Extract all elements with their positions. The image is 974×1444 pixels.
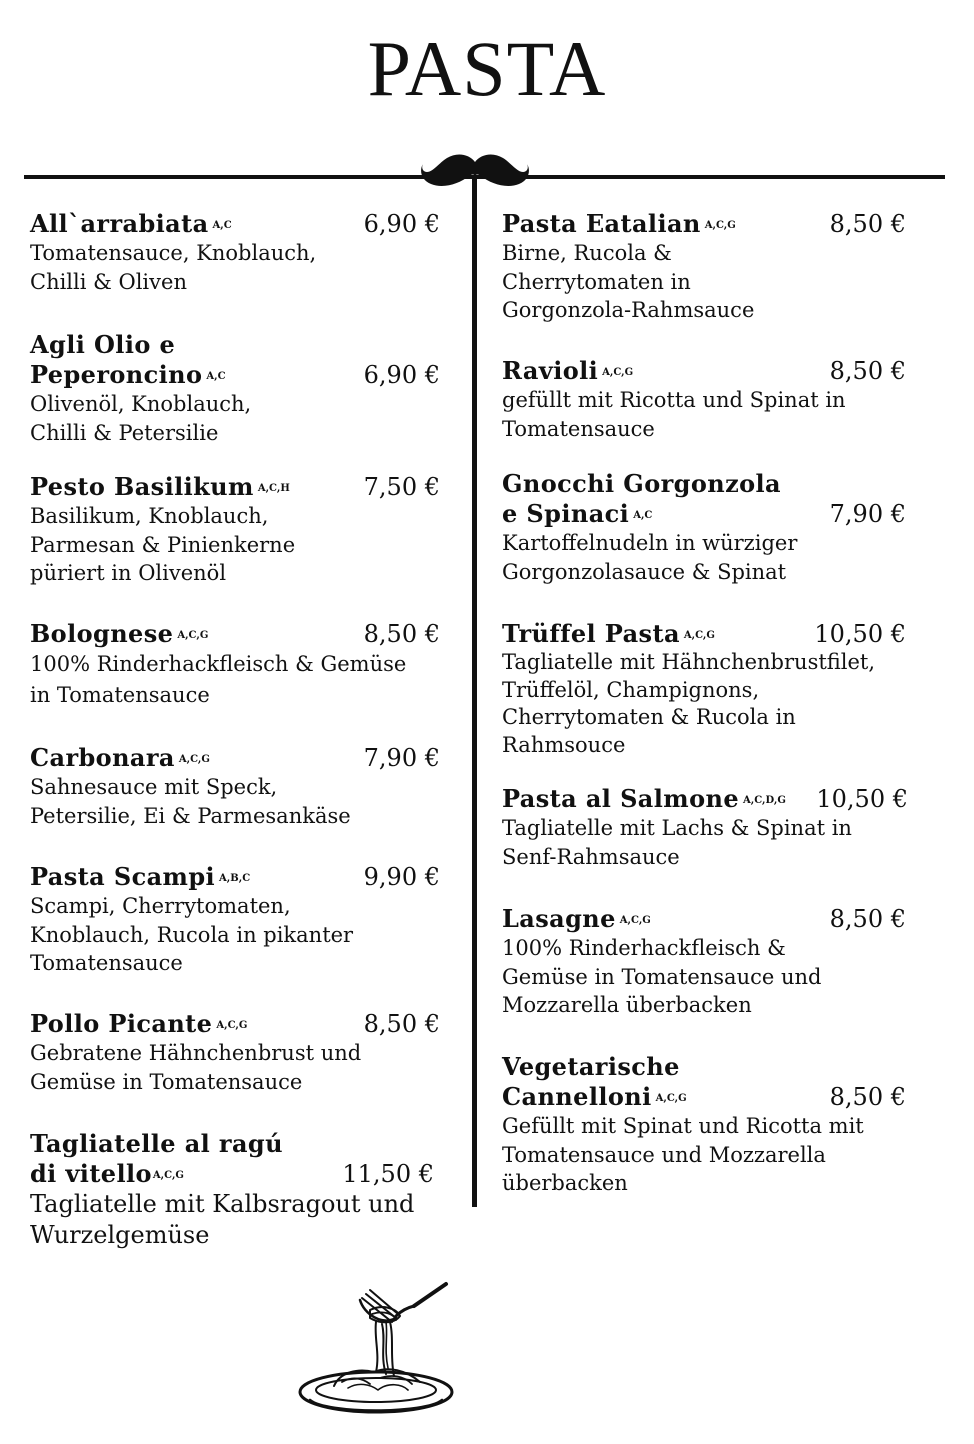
dish-name: Cannelloni $^{A,C,G}$ [502, 1082, 687, 1111]
dish-price: 10,50 € [814, 620, 906, 648]
menu-item [30, 330, 440, 447]
allergen-codes: A,C,G [152, 1170, 184, 1181]
dish-price: 10,50 € [816, 785, 908, 813]
allergen-codes: A,C [633, 510, 653, 521]
allergen-codes: A,C,G [177, 630, 209, 641]
dish-description: Olivenöl, Knoblauch, Chilli & Petersilie [30, 392, 252, 445]
dish-description: Gebratene Hähnchenbrust und Gemüse in Tomatensauce [30, 1041, 362, 1094]
menu-item [502, 356, 912, 443]
dish-price: 8,50 € [829, 357, 906, 385]
allergen-codes: A,C,G [683, 630, 715, 641]
dish-description: Gefüllt mit Spinat und Ricotta mit Tomatensauce und Mozzarella überbacken [502, 1114, 864, 1195]
menu-item [30, 1009, 440, 1096]
dish-description: Scampi, Cherrytomaten, Knoblauch, Rucola in pikanter Tomatensauce [30, 894, 354, 975]
dish-price: 8,50 € [829, 210, 906, 238]
dish-description: Tomatensauce, Knoblauch, Chilli & Oliven [30, 241, 317, 294]
allergen-codes: A,C,G [704, 220, 736, 231]
dish-description: Tagliatelle mit Hähnchenbrustfilet, Trüffelöl, Champignons, Cherrytomaten & Rucola in Rahmsouce [502, 650, 876, 757]
dish-price: 8,50 € [363, 620, 440, 648]
dish-name: Pasta Eatalian $^{A,C,G}$ [502, 209, 736, 238]
dish-price: 7,50 € [363, 473, 440, 501]
allergen-codes: A,B,C [219, 873, 251, 884]
dish-name: Pasta Scampi $^{A,B,C}$ [30, 862, 251, 891]
dish-name: Carbonara $^{A,C,G}$ [30, 743, 210, 772]
menu-item [30, 619, 440, 711]
dish-price: 8,50 € [829, 1083, 906, 1111]
pasta-plate-icon [296, 1278, 456, 1420]
allergen-codes: A,C,G [216, 1020, 248, 1031]
allergen-codes: A,C,H [257, 483, 290, 494]
menu-item [30, 862, 440, 978]
dish-name: Gnocchi Gorgonzola [502, 469, 781, 498]
menu-item [30, 743, 440, 830]
dish-name: Peperoncino $^{A,C}$ [30, 360, 226, 389]
dish-name: Trüffel Pasta $^{A,C,G}$ [502, 619, 715, 648]
dish-description: gefüllt mit Ricotta und Spinat in Tomatensauce [502, 388, 846, 441]
menu-item [502, 619, 912, 759]
dish-price: 11,50 € [342, 1160, 434, 1188]
dish-price: 6,90 € [363, 361, 440, 389]
column-divider [472, 179, 477, 1207]
dish-price: 8,50 € [363, 1010, 440, 1038]
menu-item [502, 784, 912, 871]
dish-name: Ravioli $^{A,C,G}$ [502, 356, 634, 385]
page-title: PASTA [367, 25, 607, 112]
dish-description: Sahnesauce mit Speck, Petersilie, Ei & Parmesankäse [30, 775, 351, 828]
dish-price: 6,90 € [363, 210, 440, 238]
dish-price: 9,90 € [363, 863, 440, 891]
dish-name: Pasta al Salmone $^{A,C,D,G}$ [502, 784, 786, 813]
dish-price: 8,50 € [829, 905, 906, 933]
dish-name: Agli Olio e [30, 330, 176, 359]
dish-price: 7,90 € [363, 744, 440, 772]
menu-item [30, 209, 440, 296]
dish-name: Tagliatelle al ragú [30, 1129, 283, 1158]
dish-name: Lasagne $^{A,C,G}$ [502, 904, 651, 933]
allergen-codes: A,C,G [655, 1093, 687, 1104]
dish-name: All`arrabiata $^{A,C}$ [30, 209, 232, 238]
dish-description: Kartoffelnudeln in würziger Gorgonzolasauce & Spinat [502, 531, 798, 584]
allergen-codes: A,C [212, 220, 232, 231]
dish-price: 7,90 € [829, 500, 906, 528]
dish-name: Pollo Picante $^{A,C,G}$ [30, 1009, 248, 1038]
allergen-codes: A,C,D,G [743, 795, 786, 806]
allergen-codes: A,C,G [619, 915, 651, 926]
menu-item [502, 209, 912, 325]
allergen-codes: A,C,G [602, 367, 634, 378]
dish-name: di vitello$^{A,C,G}$ [30, 1159, 184, 1188]
menu-item [502, 1052, 912, 1198]
dish-description: 100% Rinderhackfleisch & Gemüse in Tomatensauce und Mozzarella überbacken [502, 936, 822, 1017]
dish-description: Basilikum, Knoblauch, Parmesan & Pinienkerne püriert in Olivenöl [30, 504, 296, 585]
dish-description: 100% Rinderhackfleisch & Gemüse in Tomatensauce [30, 652, 407, 707]
menu-item [502, 904, 912, 1020]
dish-name: Vegetarische [502, 1052, 680, 1081]
dish-name: e Spinaci $^{A,C}$ [502, 499, 653, 528]
menu-item [502, 469, 912, 586]
menu-item [30, 1129, 440, 1251]
dish-description: Tagliatelle mit Lachs & Spinat in Senf-Rahmsauce [502, 816, 852, 869]
dish-description: Birne, Rucola & Cherrytomaten in Gorgonzola-Rahmsauce [502, 241, 755, 322]
dish-name: Pesto Basilikum $^{A,C,H}$ [30, 472, 290, 501]
menu-item [30, 472, 440, 588]
allergen-codes: A,C [206, 371, 226, 382]
allergen-codes: A,C,G [178, 754, 210, 765]
dish-name: Bolognese $^{A,C,G}$ [30, 619, 209, 648]
dish-description: Tagliatelle mit Kalbsragout und Wurzelgemüse [30, 1190, 415, 1249]
